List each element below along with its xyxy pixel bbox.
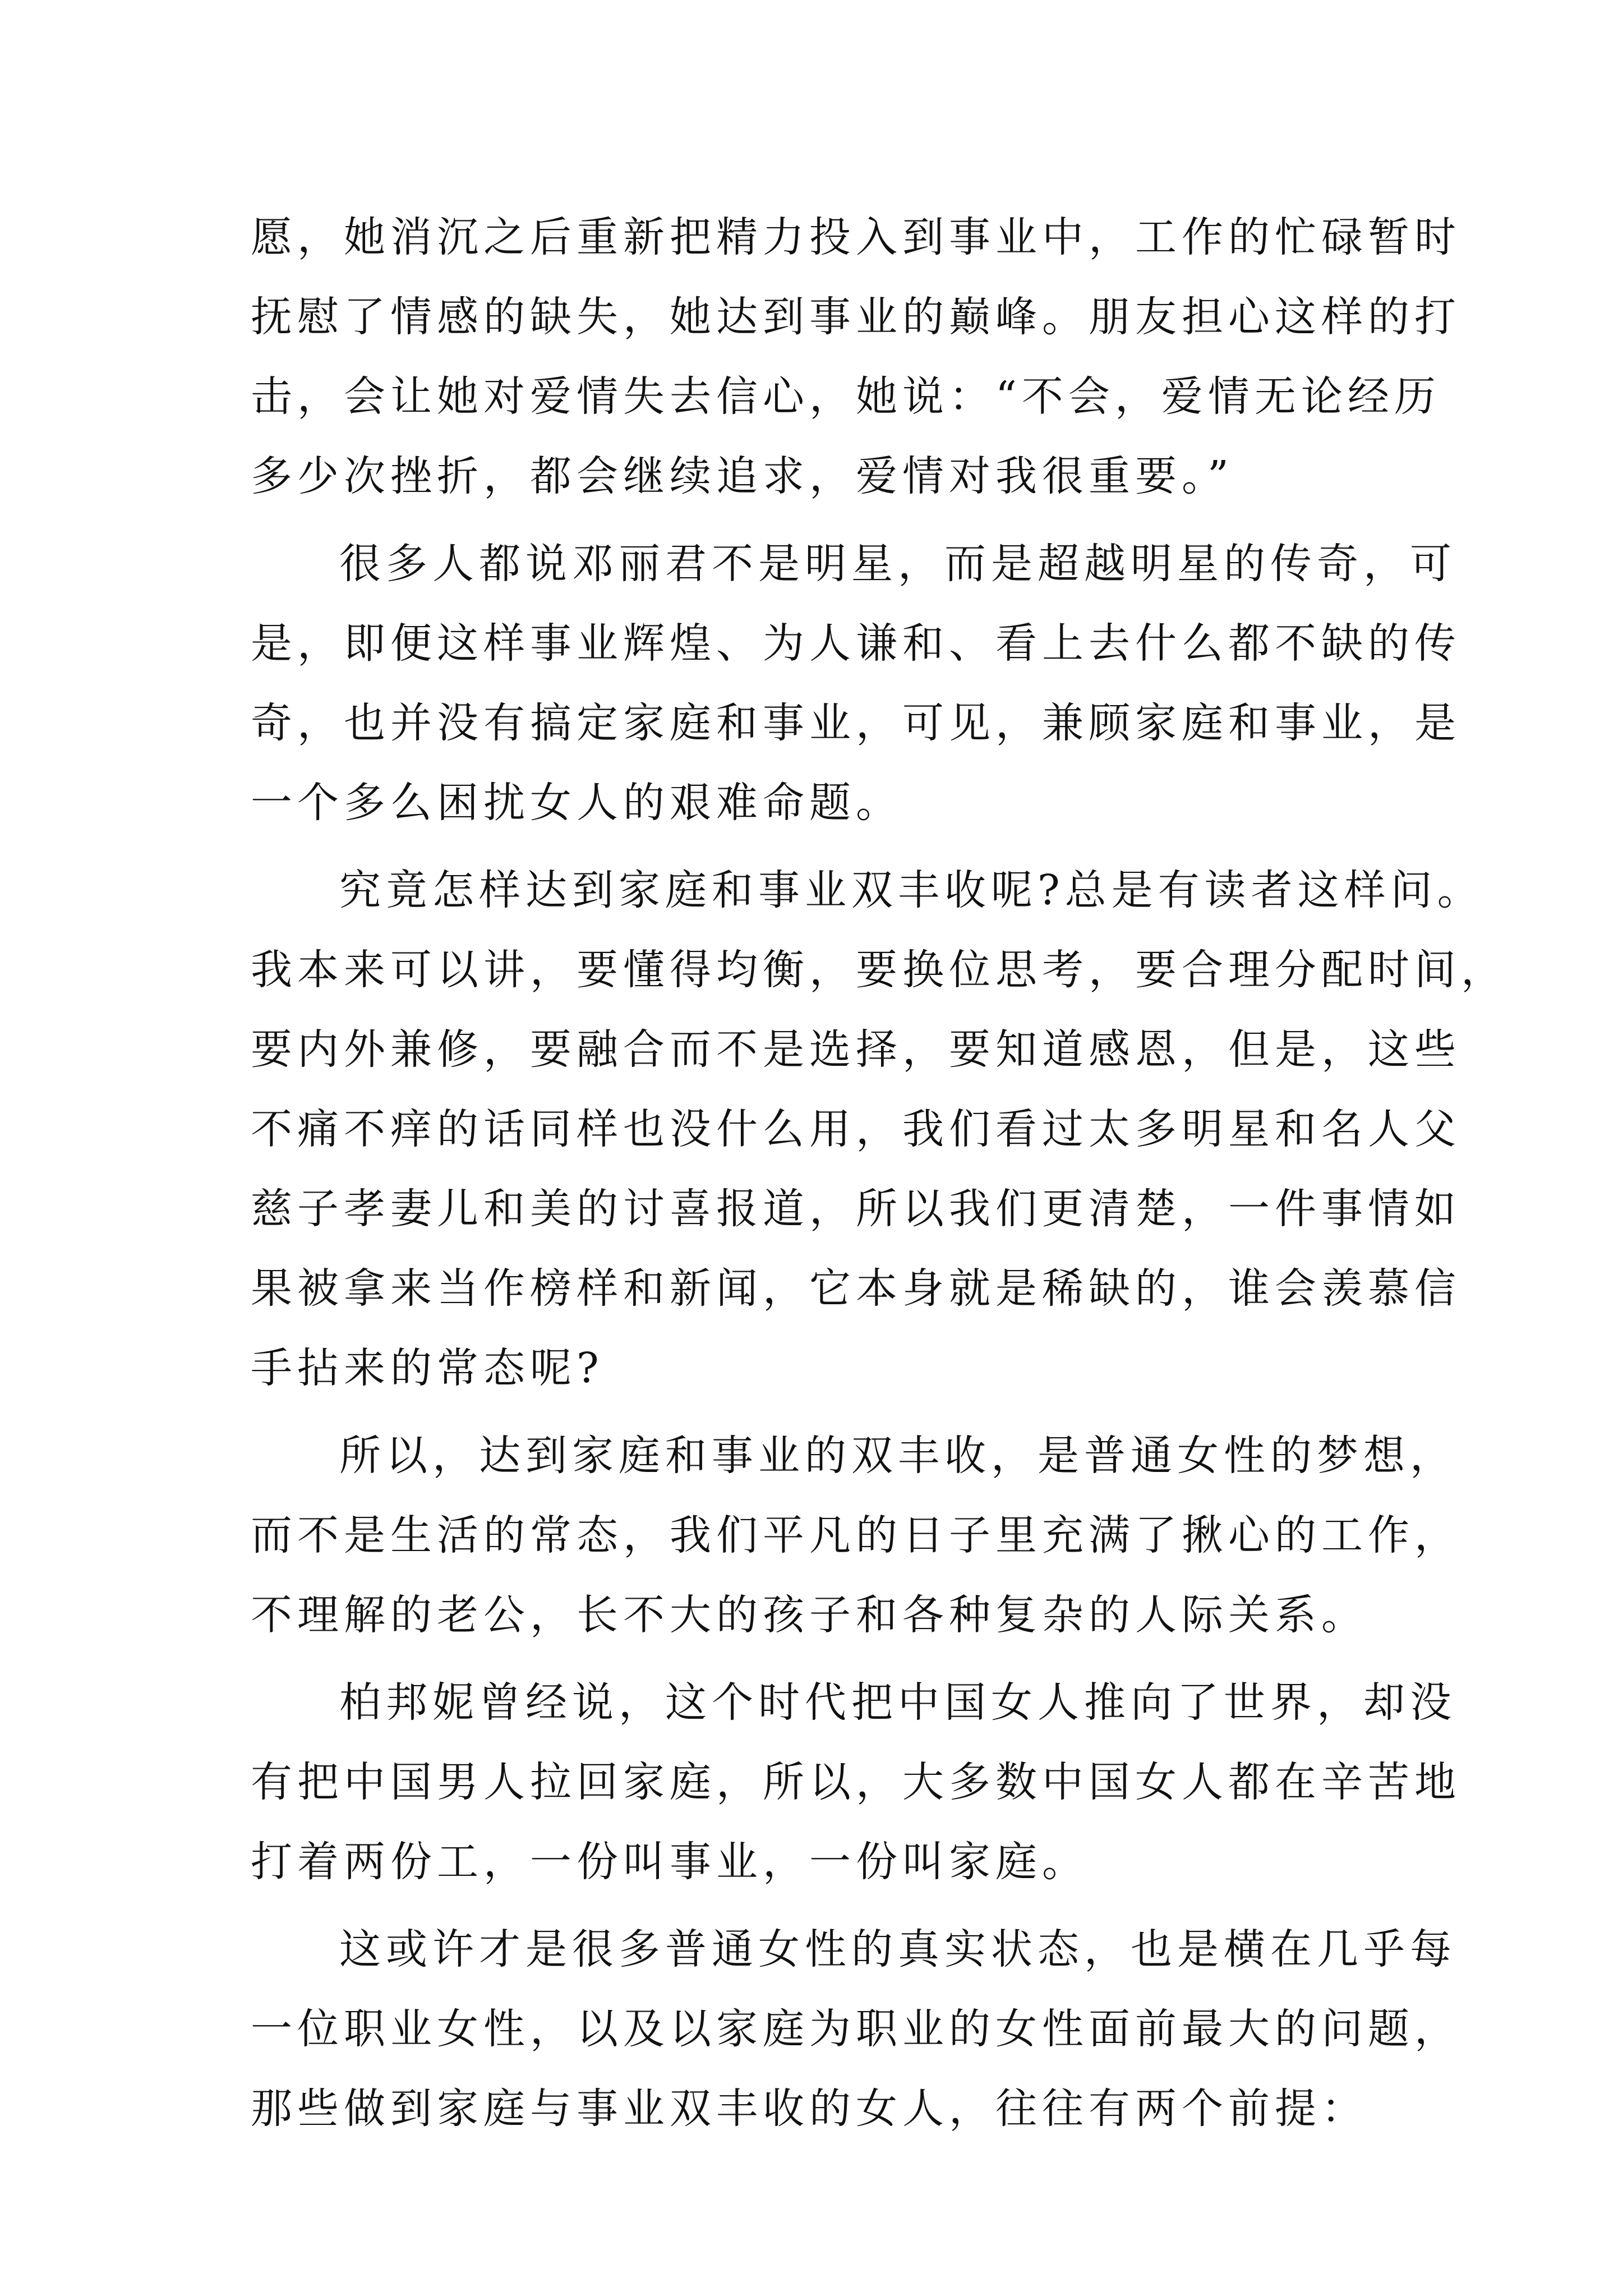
text-line: 果被拿来当作榜样和新闻，它本身就是稀缺的，谁会羡慕信 bbox=[251, 1264, 1461, 1313]
text-line: 手拈来的常态呢? bbox=[251, 1344, 604, 1392]
paragraph-2 bbox=[251, 524, 1461, 843]
text-line: 奇，也并没有搞定家庭和事业，可见，兼顾家庭和事业，是 bbox=[251, 699, 1461, 747]
text-line: 击，会让她对爱情失去信心，她说：“不会，爱情无论经历 bbox=[251, 372, 1441, 421]
text-line: 究竟怎样达到家庭和事业双丰收呢?总是有读者这样问。 bbox=[339, 866, 1484, 914]
text-line: 所以，达到家庭和事业的双丰收，是普通女性的梦想， bbox=[339, 1432, 1456, 1480]
text-line: 而不是生活的常态，我们平凡的日子里充满了揪心的工作， bbox=[251, 1511, 1461, 1559]
text-line: 那些做到家庭与事业双丰收的女人，往往有两个前提： bbox=[251, 2085, 1368, 2133]
text-line: 抚慰了情感的缺失，她达到事业的巅峰。朋友担心这样的打 bbox=[251, 293, 1461, 341]
text-line: 柏邦妮曾经说，这个时代把中国女人推向了世界，却没 bbox=[339, 1678, 1456, 1727]
text-line: 多少次挫折，都会继续追求，爱情对我很重要。” bbox=[251, 452, 1234, 500]
paragraph-5 bbox=[251, 1663, 1461, 1902]
text-line: 打着两份工，一份叫事业，一份叫家庭。 bbox=[251, 1838, 1089, 1886]
text-line: 这或许才是很多普通女性的真实状态，也是横在几乎每 bbox=[339, 1925, 1456, 1973]
paragraph-1 bbox=[251, 197, 1461, 516]
text-line: 是，即便这样事业辉煌、为人谦和、看上去什么都不缺的传 bbox=[251, 619, 1461, 668]
text-line: 慈子孝妻儿和美的讨喜报道，所以我们更清楚，一件事情如 bbox=[251, 1185, 1461, 1233]
paragraph-4 bbox=[251, 1416, 1461, 1655]
text-line: 我本来可以讲，要懂得均衡，要换位思考，要合理分配时间， bbox=[251, 946, 1507, 994]
text-line: 不理解的老公，长不大的孩子和各种复杂的人际关系。 bbox=[251, 1591, 1368, 1639]
text-line: 一位职业女性，以及以家庭为职业的女性面前最大的问题， bbox=[251, 2005, 1461, 2053]
text-line: 要内外兼修，要融合而不是选择，要知道感恩，但是，这些 bbox=[251, 1025, 1461, 1074]
text-line: 很多人都说邓丽君不是明星，而是超越明星的传奇，可 bbox=[339, 540, 1456, 588]
paragraph-3 bbox=[251, 850, 1507, 1408]
text-line: 有把中国男人拉回家庭，所以，大多数中国女人都在辛苦地 bbox=[251, 1758, 1461, 1806]
text-line: 不痛不痒的话同样也没什么用，我们看过太多明星和名人父 bbox=[251, 1105, 1461, 1153]
text-line: 一个多么困扰女人的艰难命题。 bbox=[251, 779, 902, 827]
paragraph-6 bbox=[251, 1910, 1461, 2148]
text-line: 愿，她消沉之后重新把精力投入到事业中，工作的忙碌暂时 bbox=[251, 213, 1461, 261]
body-text bbox=[251, 197, 1507, 2148]
